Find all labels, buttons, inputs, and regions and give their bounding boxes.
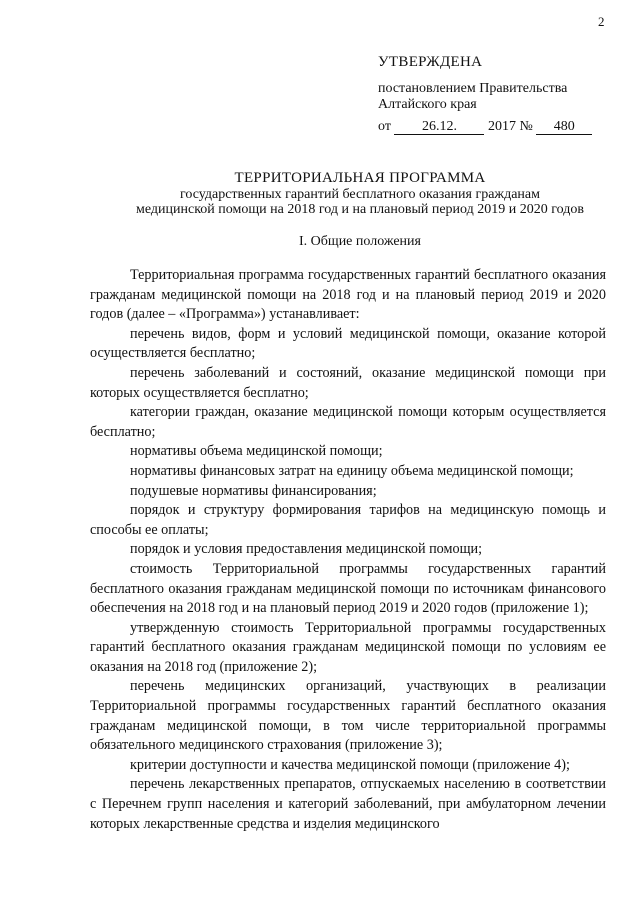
- approval-line-1: постановлением Правительства: [378, 81, 568, 96]
- section-heading: I. Общие положения: [299, 234, 421, 249]
- title-line-1: ТЕРРИТОРИАЛЬНАЯ ПРОГРАММА: [234, 170, 486, 186]
- document-title: [60, 170, 640, 217]
- paragraph: перечень заболеваний и состояний, оказание медицинской помощи при которых осуществляется бесплатно;: [90, 364, 606, 401]
- approval-number: 480: [536, 119, 592, 135]
- paragraph: нормативы финансовых затрат на единицу объема медицинской помощи;: [130, 462, 574, 479]
- paragraph: подушевые нормативы финансирования;: [130, 482, 377, 499]
- page-number: 2: [598, 14, 605, 29]
- approval-date: 26.12.: [394, 119, 484, 135]
- approval-line-2: Алтайского края: [378, 97, 477, 112]
- approval-block: [378, 54, 618, 135]
- approval-heading: УТВЕРЖДЕНА: [378, 54, 483, 70]
- paragraph: порядок и структуру формирования тарифов на медицинскую помощь и способы ее оплаты;: [90, 502, 606, 538]
- document-body: [90, 266, 606, 834]
- paragraph: перечень видов, форм и условий медицинской помощи, оказание которой осуществляется бесплатно;: [90, 325, 606, 362]
- paragraph: перечень медицинских организаций, участвующих в реализации Территориальной программы государственных гарантий бесплатного оказания гражданам медицинской помощи, в том числе территориальной программы обязательного медицинского страхования (приложение 3);: [90, 678, 606, 754]
- paragraph: перечень лекарственных препаратов, отпускаемых населению в соответствии с Перечнем групп населения и категорий заболеваний, при амбулаторном лечении которых лекарственные средства и изделия медицинского: [90, 776, 606, 832]
- from-label: от: [378, 119, 391, 134]
- title-line-3: медицинской помощи на 2018 год и на плановый период 2019 и 2020 годов: [136, 202, 584, 217]
- paragraph: критерии доступности и качества медицинской помощи (приложение 4);: [130, 756, 570, 773]
- paragraph: порядок и условия предоставления медицинской помощи;: [130, 541, 483, 558]
- approval-year: 2017 №: [487, 119, 533, 134]
- paragraph: категории граждан, оказание медицинской помощи которым осуществляется бесплатно;: [90, 404, 606, 440]
- paragraph: утвержденную стоимость Территориальной программы государственных гарантий бесплатного оказания гражданам медицинской помощи по условиям ее оказания на 2018 год (приложение 2);: [90, 619, 606, 675]
- paragraph: Территориальная программа государственных гарантий бесплатного оказания гражданам медицинской помощи на 2018 год и на плановый период 2019 и 2020 годов (далее – «Программа») устанавливает:: [90, 267, 606, 323]
- title-line-2: государственных гарантий бесплатного оказания гражданам: [179, 187, 540, 202]
- paragraph: нормативы объема медицинской помощи;: [130, 443, 383, 460]
- paragraph: стоимость Территориальной программы государственных гарантий бесплатного оказания гражданам медицинской помощи по источникам финансового обеспечения на 2018 год и на плановый период 2019 и 2020 годов (приложение 1);: [90, 560, 606, 617]
- approval-date-row: [378, 119, 618, 135]
